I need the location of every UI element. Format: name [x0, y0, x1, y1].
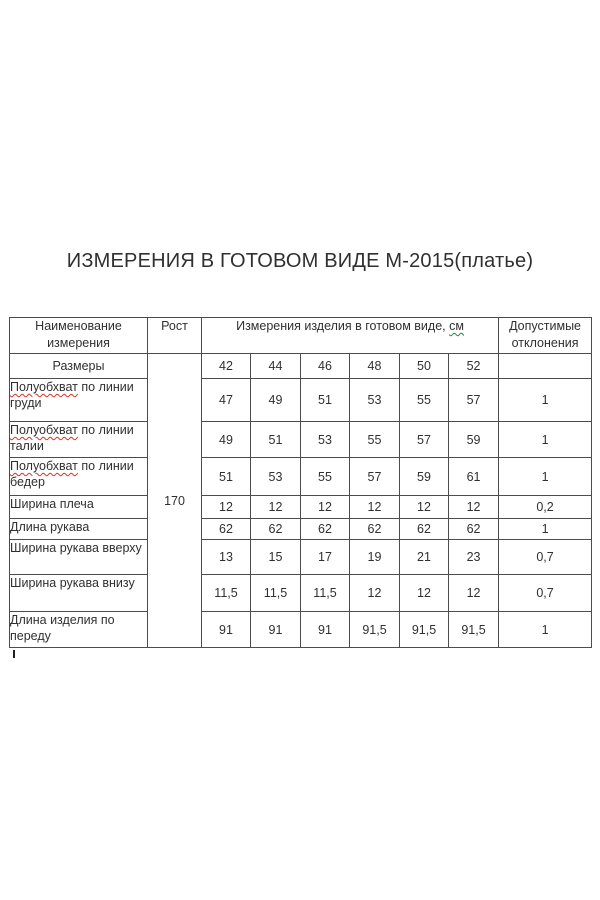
sizes-row: [10, 354, 592, 379]
row-label: [10, 458, 148, 496]
measure-value: 51: [301, 379, 350, 422]
measure-value: 57: [350, 458, 400, 496]
row-label-text: Ширина рукава вверху: [10, 541, 142, 555]
table-row: [10, 519, 592, 540]
measure-value: 91,5: [449, 612, 499, 648]
measure-value: 12: [449, 575, 499, 612]
row-label: [10, 379, 148, 422]
measure-value: 59: [449, 422, 499, 458]
header-measurement-name: Наименование измерения: [10, 318, 148, 354]
measure-value: 55: [350, 422, 400, 458]
size-value: 50: [400, 354, 449, 379]
row-label-text: по линии талии: [10, 423, 134, 453]
row-label: [10, 422, 148, 458]
measure-value: 15: [251, 540, 301, 575]
page-title: ИЗМЕРЕНИЯ В ГОТОВОМ ВИДЕ М-2015(платье): [66, 250, 534, 272]
deviation-value: [499, 354, 592, 379]
measure-value: 57: [449, 379, 499, 422]
deviation-value: 0,7: [499, 540, 592, 575]
row-label-spellcheck: Полуобхват: [10, 459, 78, 473]
row-label-text: Длина рукава: [10, 520, 90, 534]
header-deviations: Допустимые отклонения: [499, 318, 592, 354]
measure-value: 17: [301, 540, 350, 575]
measure-value: 51: [202, 458, 251, 496]
measure-value: 11,5: [301, 575, 350, 612]
measure-value: 62: [251, 519, 301, 540]
header-height: Рост: [148, 318, 202, 354]
measure-value: 53: [350, 379, 400, 422]
table-row: [10, 458, 592, 496]
sizes-row-label: Размеры: [10, 354, 148, 379]
deviation-value: 0,7: [499, 575, 592, 612]
measure-value: 53: [251, 458, 301, 496]
measure-value: 49: [202, 422, 251, 458]
measure-value: 12: [400, 496, 449, 519]
measurements-table: [9, 317, 592, 648]
measure-value: 57: [400, 422, 449, 458]
measure-value: 12: [400, 575, 449, 612]
measure-value: 62: [350, 519, 400, 540]
measure-value: 62: [202, 519, 251, 540]
row-label-text: по линии бедер: [10, 459, 134, 489]
measure-value: 62: [400, 519, 449, 540]
header-measurements: [202, 318, 499, 354]
measure-value: 19: [350, 540, 400, 575]
measure-value: 55: [400, 379, 449, 422]
measure-value: 11,5: [202, 575, 251, 612]
deviation-value: 1: [499, 422, 592, 458]
measure-value: 51: [251, 422, 301, 458]
height-value-cell: 170: [148, 354, 202, 648]
table-row: [10, 540, 592, 575]
measure-value: 49: [251, 379, 301, 422]
measure-value: 62: [301, 519, 350, 540]
measure-value: 91,5: [350, 612, 400, 648]
deviation-value: 1: [499, 458, 592, 496]
measure-value: 53: [301, 422, 350, 458]
header-measurements-text: Измерения изделия в готовом виде,: [236, 319, 446, 333]
table-header-row: [10, 318, 592, 354]
row-label: [10, 540, 148, 575]
size-value: 42: [202, 354, 251, 379]
measure-value: 12: [202, 496, 251, 519]
measure-value: 47: [202, 379, 251, 422]
measure-value: 59: [400, 458, 449, 496]
deviation-value: 1: [499, 519, 592, 540]
row-label-spellcheck: Полуобхват: [10, 423, 78, 437]
row-label: [10, 575, 148, 612]
measure-value: 91: [251, 612, 301, 648]
deviation-value: 1: [499, 379, 592, 422]
text-cursor-mark: [13, 650, 15, 658]
row-label: [10, 519, 148, 540]
table-row: [10, 496, 592, 519]
table-row: [10, 379, 592, 422]
table-row: [10, 612, 592, 648]
row-label-text: Ширина рукава внизу: [10, 576, 135, 590]
row-label: [10, 496, 148, 519]
row-label-spellcheck: Полуобхват: [10, 380, 78, 394]
measure-value: 62: [449, 519, 499, 540]
measure-value: 12: [449, 496, 499, 519]
table-row: [10, 422, 592, 458]
measure-value: 91: [202, 612, 251, 648]
size-value: 46: [301, 354, 350, 379]
row-label-text: Длина изделия по переду: [10, 613, 115, 643]
deviation-value: 1: [499, 612, 592, 648]
measure-value: 21: [400, 540, 449, 575]
size-value: 48: [350, 354, 400, 379]
deviation-value: 0,2: [499, 496, 592, 519]
row-label-text: по линии груди: [10, 380, 134, 410]
measure-value: 12: [251, 496, 301, 519]
measure-value: 23: [449, 540, 499, 575]
measure-value: 13: [202, 540, 251, 575]
row-label-text: Ширина плеча: [10, 497, 94, 511]
measure-value: 12: [350, 496, 400, 519]
measure-value: 61: [449, 458, 499, 496]
measure-value: 55: [301, 458, 350, 496]
measure-value: 12: [301, 496, 350, 519]
size-value: 52: [449, 354, 499, 379]
header-unit-spellcheck: см: [449, 319, 464, 333]
size-value: 44: [251, 354, 301, 379]
measure-value: 12: [350, 575, 400, 612]
measure-value: 91,5: [400, 612, 449, 648]
table-row: [10, 575, 592, 612]
measure-value: 91: [301, 612, 350, 648]
measure-value: 11,5: [251, 575, 301, 612]
row-label: [10, 612, 148, 648]
